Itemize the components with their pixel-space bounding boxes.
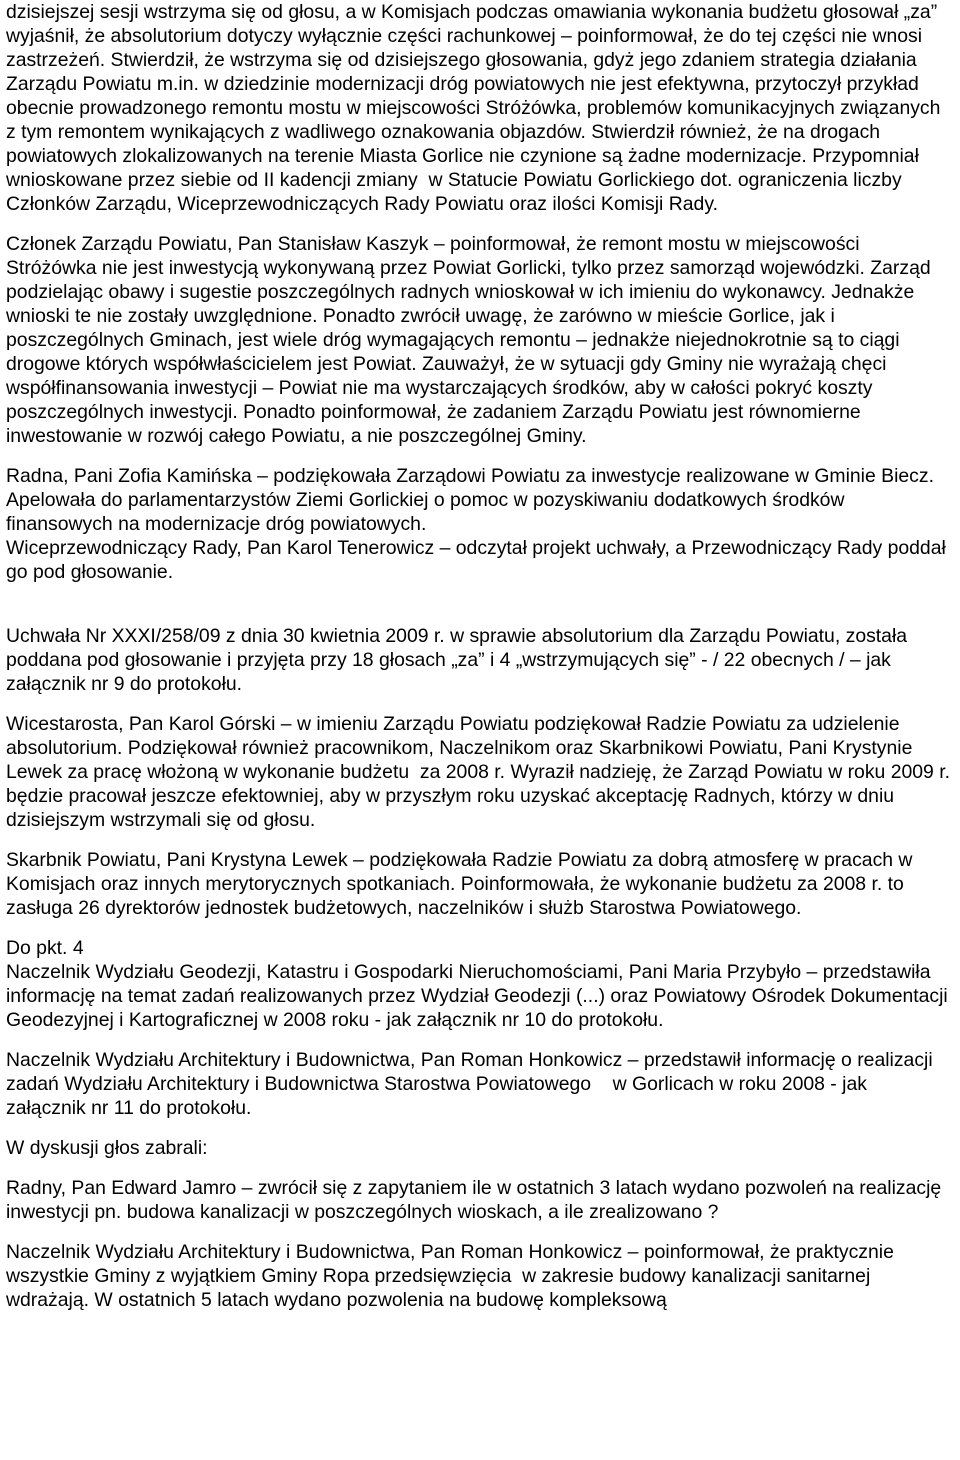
paragraph-przybylo: Naczelnik Wydziału Geodezji, Katastru i Gospodarki Nieruchomościami, Pani Maria Przybyło – przedstawiła informację na temat zadań realizowanych przez Wydział Geodezji (...) oraz Powiatowy Ośrodek Dokumentacji Geodezyjnej i Kartograficznej w 2008 roku - jak załącznik nr 10 do protokołu. — [6, 961, 954, 1031]
paragraph-uchwala: Uchwała Nr XXXI/258/09 z dnia 30 kwietnia 2009 r. w sprawie absolutorium dla Zarządu Powiatu, została poddana pod głosowanie i przyjęta przy 18 głosach „za” i 4 „wstrzymujących się” - / 22 obecnych / – jak załącznik nr 9 do protokołu. — [6, 625, 913, 695]
paragraph-honkowicz-info: Naczelnik Wydziału Architektury i Budownictwa, Pan Roman Honkowicz – przedstawił informację o realizacji zadań Wydziału Architektury i Budownictwa Starostwa Powiatowego w Gorlicach w roku 2008 - jak załącznik nr 11 do protokołu. — [6, 1049, 939, 1119]
paragraph-jamro: Radny, Pan Edward Jamro – zwrócił się z zapytaniem ile w ostatnich 3 latach wydano pozwoleń na realizację inwestycji pn. budowa kanalizacji w poszczególnych wioskach, a ile zrealizowano ? — [6, 1177, 947, 1223]
paragraph-gorski: Wicestarosta, Pan Karol Górski – w imieniu Zarządu Powiatu podziękował Radzie Powiatu za udzielenie absolutorium. Podziękował również pracownikom, Naczelnikom oraz Skarbnikowi Powiatu, Pani Krystynie Lewek za pracę włożoną w wykonanie budżetu za 2008 r. Wyraził nadzieję, że Zarząd Powiatu w roku 2009 r. będzie pracował jeszcze efektowniej, aby w przyszłym roku uzyskać akceptację Radnych, którzy w dniu dzisiejszym wstrzymali się od głosu. — [6, 713, 956, 831]
paragraph-discussion-intro: W dyskusji głos zabrali: — [6, 1137, 208, 1159]
paragraph-honkowicz-answer: Naczelnik Wydziału Architektury i Budownictwa, Pan Roman Honkowicz – poinformował, że praktycznie wszystkie Gminy z wyjątkiem Gminy Ropa przedsięwzięcia w zakresie budowy kanalizacji sanitarnej wdrażają. W ostatnich 5 latach wydano pozwolenia na budowę kompleksową — [6, 1241, 900, 1311]
paragraph-kaszyk: Członek Zarządu Powiatu, Pan Stanisław Kaszyk – poinformował, że remont mostu w miejscowości Stróżówka nie jest inwestycją wykonywaną przez Powiat Gorlicki, tylko przez samorząd wojewódzki. Zarząd podzielając obawy i sugestie poszczególnych radnych wnioskował w ich imieniu do wykonawcy. Jednakże wnioski te nie zostały uwzględnione. Ponadto zwrócił uwagę, że zarówno w mieście Gorlice, jak i poszczególnych Gminach, jest wiele dróg wymagających remontu – jednakże niejednokrotnie są to ciągi drogowe których współwłaścicielem jest Powiat. Zauważył, że w sytuacji gdy Gminy nie wyrażają chęci współfinansowania inwestycji – Powiat nie ma wystarczających środków, aby w całości pokryć koszty poszczególnych inwestycji. Ponadto poinformował, że zadaniem Zarządu Powiatu jest równomierne inwestowanie w rozwój całego Powiatu, a nie poszczególnej Gminy. — [6, 233, 937, 447]
paragraph-tenerowicz: Wiceprzewodniczący Rady, Pan Karol Tenerowicz – odczytał projekt uchwały, a Przewodniczący Rady poddał go pod głosowanie. — [6, 537, 952, 583]
section-heading-pkt-4: Do pkt. 4 — [6, 937, 84, 959]
paragraph-kaminska: Radna, Pani Zofia Kamińska – podziękowała Zarządowi Powiatu za inwestycje realizowane w Gminie Biecz. Apelowała do parlamentarzystów Ziemi Gorlickiej o pomoc w pozyskiwaniu dodatkowych środków finansowych na modernizacje dróg powiatowych. — [6, 465, 939, 535]
paragraph-lewek: Skarbnik Powiatu, Pani Krystyna Lewek – podziękowała Radzie Powiatu za dobrą atmosferę w pracach w Komisjach oraz innych merytorycznych spotkaniach. Poinformowała, że wykonanie budżetu za 2008 r. to zasługa 26 dyrektorów jednostek budżetowych, naczelników i służb Starostwa Powiatowego. — [6, 849, 918, 919]
paragraph-absolutorium-discussion: dzisiejszej sesji wstrzyma się od głosu, a w Komisjach podczas omawiania wykonania budżetu głosował „za” wyjaśnił, że absolutorium dotyczy wyłącznie części rachunkowej – poinformował, że do tej części nie wnosi zastrzeżeń. Stwierdził, że wstrzyma się od dzisiejszego głosowania, gdyż jego zdaniem strategia działania Zarządu Powiatu m.in. w dziedzinie modernizacji dróg powiatowych nie jest efektywna, przytoczył przykład obecnie prowadzonego remontu mostu w miejscowości Stróżówka, problemów komunikacyjnych związanych z tym remontem wynikających z wadliwego oznakowania objazdów. Stwierdził również, że na drogach powiatowych zlokalizowanych na terenie Miasta Gorlice nie czynione są żadne modernizacje. Przypomniał wnioskowane przez siebie od II kadencji zmiany w Statucie Powiatu Gorlickiego dot. ograniczenia liczby Członków Zarządu, Wiceprzewodniczących Rady Powiatu oraz ilości Komisji Rady. — [6, 1, 946, 215]
